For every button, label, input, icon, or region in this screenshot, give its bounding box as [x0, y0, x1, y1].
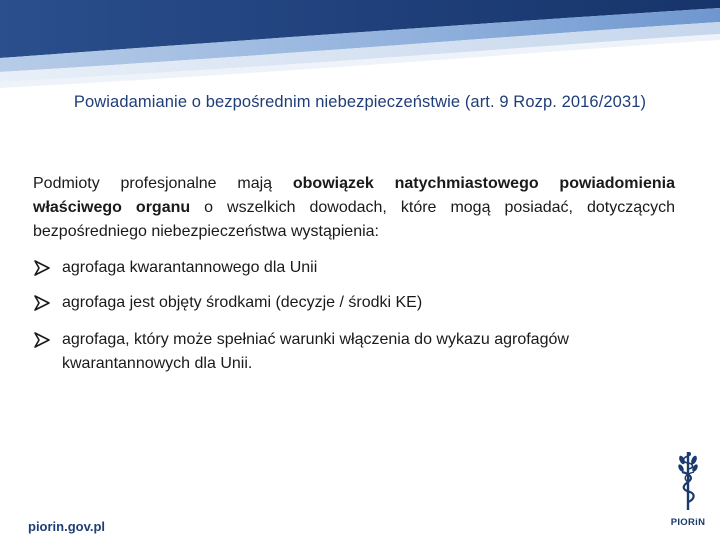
bullet-text: agrofaga, który może spełniać warunki włączenia do wykazu agrofagów kwarantannowych dla Unii. [62, 331, 569, 372]
arrowhead-bullet-icon [33, 256, 51, 280]
piorin-logo [660, 448, 716, 528]
intro-text-start: Podmioty profesjonalne mają [33, 175, 293, 192]
bullet-text: agrofaga kwarantannowego dla Unii [62, 259, 318, 276]
footer-url-link[interactable]: piorin.gov.pl [28, 519, 106, 534]
intro-paragraph [33, 172, 675, 244]
arrowhead-bullet-icon [33, 328, 51, 352]
bullet-text: agrofaga jest objęty środkami (decyzje / środki KE) [62, 294, 423, 311]
header-band [0, 0, 720, 92]
list-item [33, 328, 675, 376]
intro-emphasis: obowiązek natychmiastowego powiadomienia właściwego organu [33, 175, 675, 216]
caduceus-wheat-icon [660, 448, 716, 514]
slide-title: Powiadamianie o bezpośrednim niebezpieczeństwie (art. 9 Rozp. 2016/2031) [73, 93, 647, 111]
list-item [33, 256, 675, 280]
intro-text-end: o wszelkich dowodach, które mogą posiadać, dotyczących bezpośredniego niebezpieczeństwa wystąpienia: [33, 199, 675, 240]
logo-text: PIORiN [670, 517, 706, 528]
arrowhead-bullet-icon [33, 291, 51, 315]
slide-body [33, 172, 675, 372]
list-item [33, 291, 675, 315]
